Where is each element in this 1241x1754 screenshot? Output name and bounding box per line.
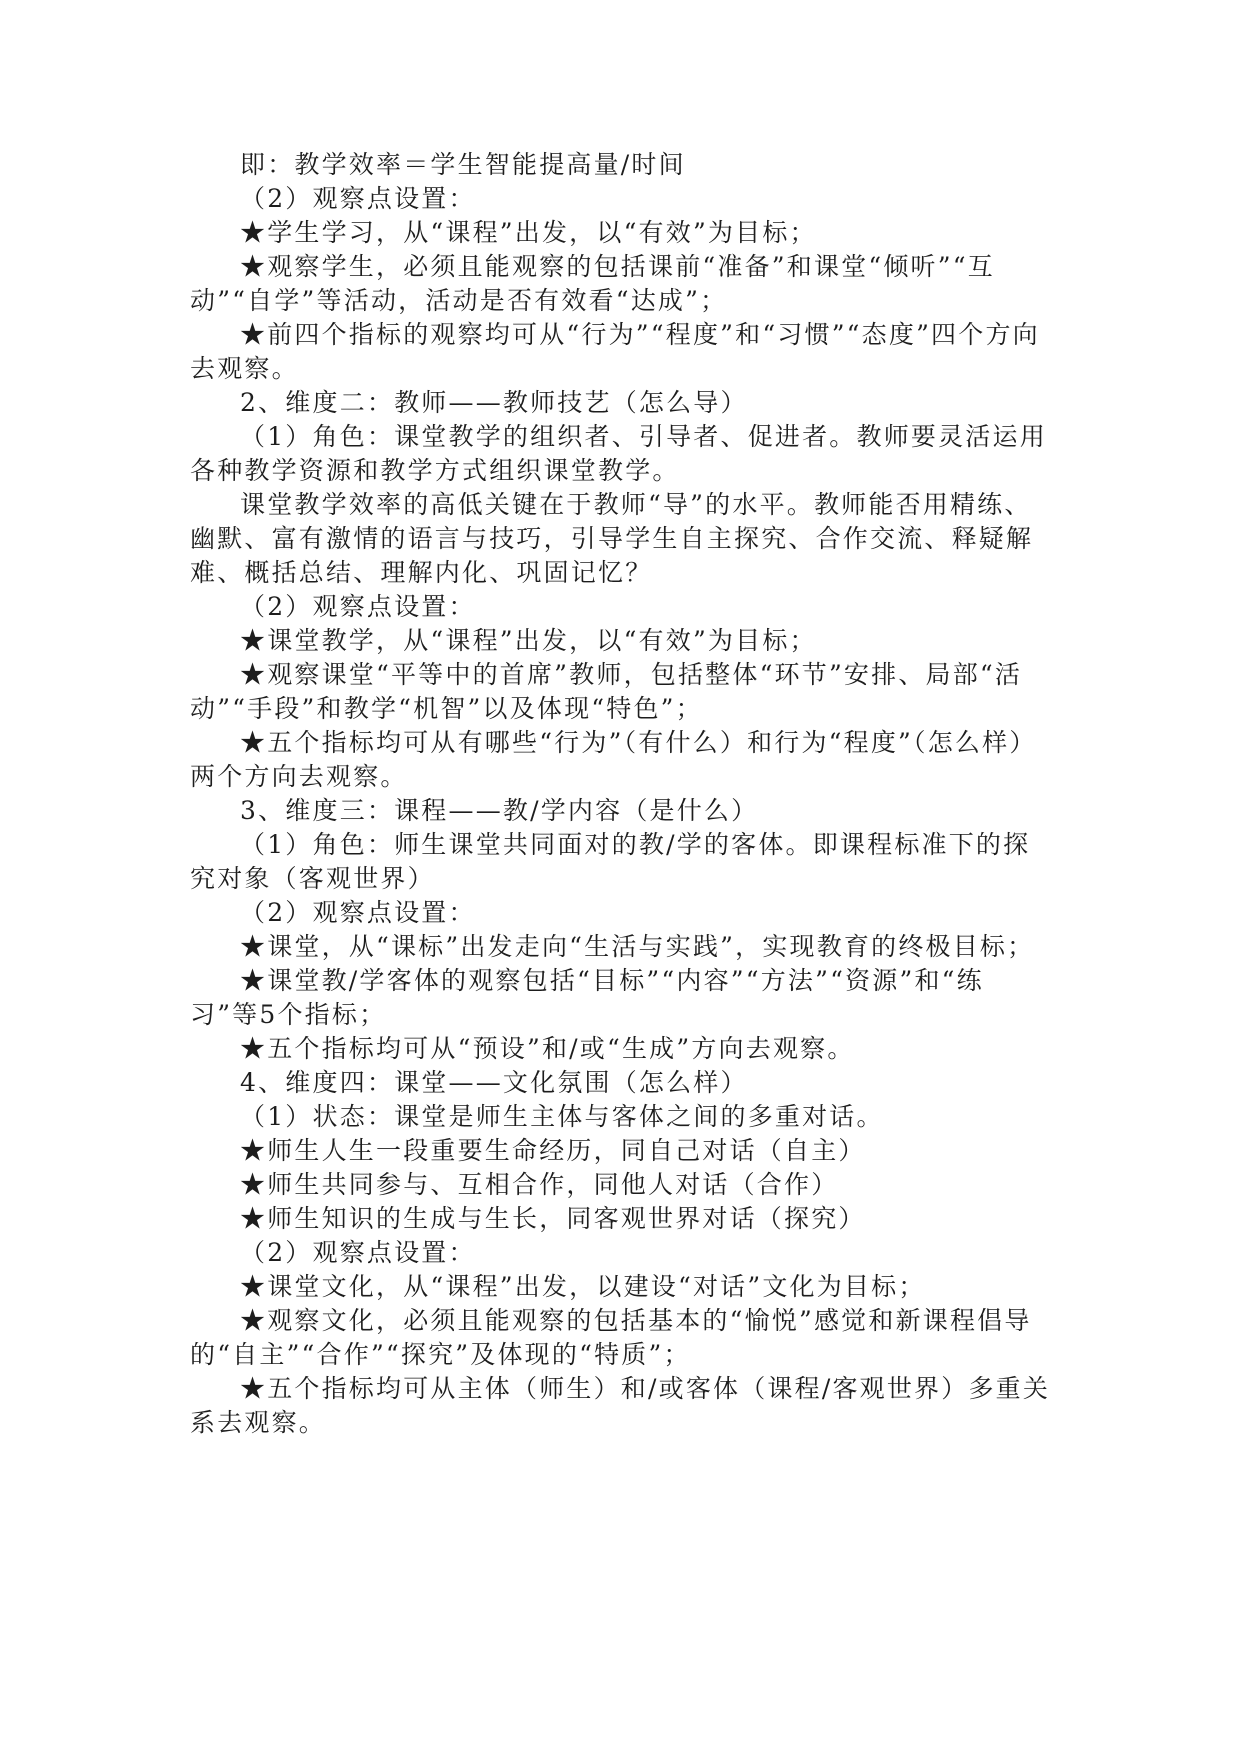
paragraph-observation-setup-1: （2）观察点设置：: [240, 184, 476, 213]
paragraph-five-indicators-culture: ★五个指标均可从主体（师生）和/或客体（课程/客观世界）多重关系去观察。: [190, 1374, 1051, 1437]
paragraph-observation-setup-4: （2）观察点设置：: [240, 1238, 476, 1267]
paragraph-student-learning-goal: ★学生学习，从“课程”出发，以“有效”为目标；: [240, 218, 817, 247]
paragraph-dialogue-self: ★师生人生一段重要生命经历，同自己对话（自主）: [240, 1136, 866, 1165]
document-body: [190, 148, 1052, 1440]
paragraph-dialogue-world: ★师生知识的生成与生长，同客观世界对话（探究）: [240, 1204, 866, 1233]
paragraph-teacher-guidance: 课堂教学效率的高低关键在于教师“导”的水平。教师能否用精练、幽默、富有激情的语言与技巧，引导学生自主探究、合作交流、释疑解难、概括总结、理解内化、巩固记忆？: [190, 490, 1034, 587]
paragraph-five-indicators-teacher: ★五个指标均可从有哪些“行为”（有什么）和行为“程度”（怎么样）两个方向去观察。: [190, 728, 1037, 791]
paragraph-curriculum-indicators: ★课堂教/学客体的观察包括“目标”“内容”“方法”“资源”和“练习”等5个指标；: [190, 966, 984, 1029]
section-heading-dimension-two: 2、维度二：教师——教师技艺（怎么导）: [240, 388, 748, 417]
section-heading-dimension-four: 4、维度四：课堂——文化氛围（怎么样）: [240, 1068, 748, 1097]
paragraph-dialogue-others: ★师生共同参与、互相合作，同他人对话（合作）: [240, 1170, 839, 1199]
paragraph-observation-setup-3: （2）观察点设置：: [240, 898, 476, 927]
paragraph-classroom-teaching-goal: ★课堂教学，从“课程”出发，以“有效”为目标；: [240, 626, 817, 655]
paragraph-classroom-culture-goal: ★课堂文化，从“课程”出发，以建设“对话”文化为目标；: [240, 1272, 926, 1301]
paragraph-observe-teacher: ★观察课堂“平等中的首席”教师，包括整体“环节”安排、局部“活动”“手段”和教学“机智”以及体现“特色”；: [190, 660, 1023, 723]
paragraph-four-indicators: ★前四个指标的观察均可从“行为”“程度”和“习惯”“态度”四个方向去观察。: [190, 320, 1040, 383]
paragraph-efficiency-formula: 即：教学效率＝学生智能提高量/时间: [240, 150, 686, 179]
paragraph-curriculum-role: （1）角色：师生课堂共同面对的教/学的客体。即课程标准下的探究对象（客观世界）: [190, 830, 1031, 893]
paragraph-observe-students: ★观察学生，必须且能观察的包括课前“准备”和课堂“倾听”“互动”“自学”等活动，活动是否有效看“达成”；: [190, 252, 995, 315]
paragraph-observe-culture: ★观察文化，必须且能观察的包括基本的“愉悦”感觉和新课程倡导的“自主”“合作”“探究”及体现的“特质”；: [190, 1306, 1032, 1369]
paragraph-classroom-state: （1）状态：课堂是师生主体与客体之间的多重对话。: [240, 1102, 884, 1131]
paragraph-curriculum-goal: ★课堂，从“课标”出发走向“生活与实践”，实现教育的终极目标；: [240, 932, 1035, 961]
paragraph-observation-setup-2: （2）观察点设置：: [240, 592, 476, 621]
paragraph-five-indicators-curriculum: ★五个指标均可从“预设”和/或“生成”方向去观察。: [240, 1034, 855, 1063]
section-heading-dimension-three: 3、维度三：课程——教/学内容（是什么）: [240, 796, 759, 825]
paragraph-teacher-role: （1）角色：课堂教学的组织者、引导者、促进者。教师要灵活运用各种教学资源和教学方式组织课堂教学。: [190, 422, 1047, 485]
